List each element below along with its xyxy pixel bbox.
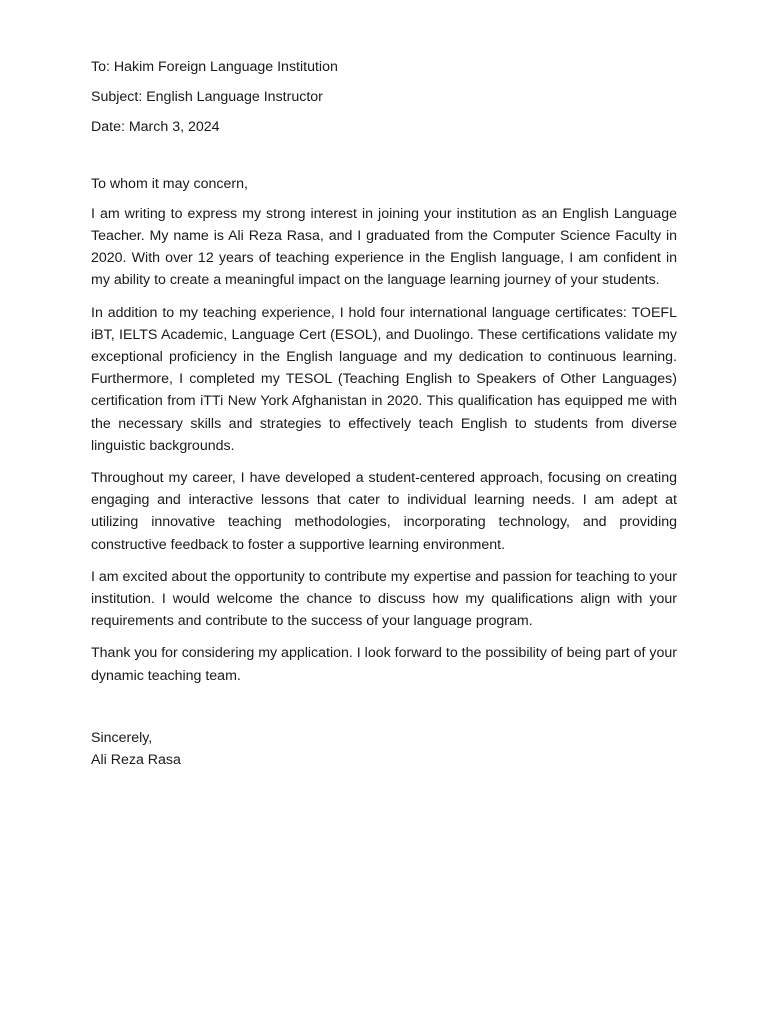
body-paragraph-approach: Throughout my career, I have developed a student-centered approach, focusing on creating engaging and interactive lessons that cater to individual learning needs. I am adept at utilizing innovative teaching methodologies, incorporating technology, and providing constructive feedback to foster a supportive learning environment. <box>91 470 677 553</box>
date-line: Date: March 3, 2024 <box>91 119 220 136</box>
recipient-line: To: Hakim Foreign Language Institution <box>91 59 338 75</box>
letter-page <box>91 56 677 771</box>
body-paragraph-interest: I am excited about the opportunity to contribute my expertise and passion for teaching to your institution. I would welcome the chance to discuss how my qualifications align with your requirements and contribute to the success of your language program. <box>91 568 677 630</box>
body-paragraph-thanks: Thank you for considering my application. I look forward to the possibility of being part of your dynamic teaching team. <box>91 645 677 684</box>
closing: Sincerely, <box>91 729 153 746</box>
subject-line: Subject: English Language Instructor <box>91 89 323 106</box>
closing-block <box>91 727 677 771</box>
body-paragraph-intro: I am writing to express my strong interest in joining your institution as an English Language Teacher. My name is Ali Reza Rasa, and I graduated from the Computer Science Faculty in 2020. With over 12 years of teaching experience in the English language, I am confident in my ability to create a meaningful impact on the language learning journey of your students. <box>91 205 677 289</box>
salutation: To whom it may concern, <box>91 175 248 192</box>
signature-name: Ali Reza Rasa <box>91 752 181 769</box>
body-paragraph-certifications: In addition to my teaching experience, I hold four international language certificates: TOEFL iBT, IELTS Academic, Language Cert (ESOL), and Duolingo. These certifications validate my exceptional proficiency in the English language and my dedication to continuous learning. Furthermore, I completed my TESOL (Teaching English to Speakers of Other Languages) certification from iTTi New York Afghanistan in 2020. This qualification has equipped me with the necessary skills and strategies to effectively teach English to students from diverse linguistic backgrounds. <box>91 304 677 454</box>
